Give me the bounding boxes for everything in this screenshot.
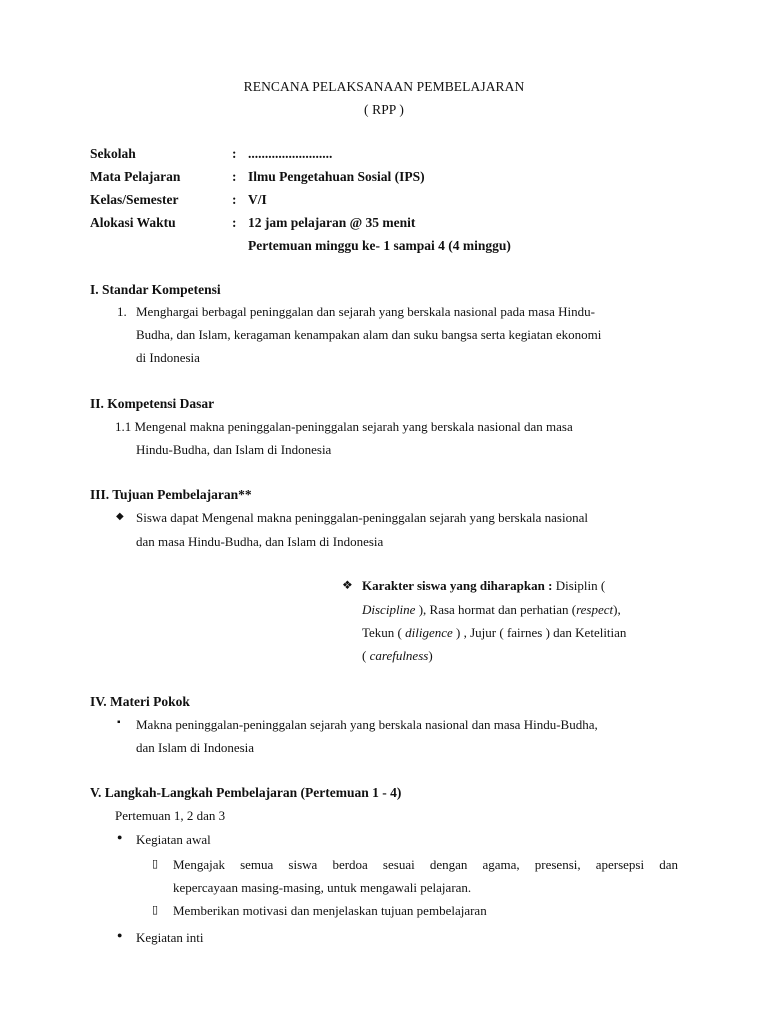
karakter-discipline: Discipline [362, 602, 416, 617]
kd-heading: II. Kompetensi Dasar [90, 396, 215, 411]
materi-line-2: dan Islam di Indonesia [136, 740, 255, 755]
kelas-value: V/I [248, 192, 267, 207]
colon: : [232, 192, 237, 207]
karakter-line-4 [362, 648, 433, 664]
awal-item-1-line-2: kepercayaan masing-masing, untuk mengawali pelajaran. [173, 880, 472, 895]
karakter-label: Karakter siswa yang diharapkan : [362, 578, 553, 593]
sk-heading: I. Standar Kompetensi [90, 282, 221, 297]
karakter-text-a: ), Rasa hormat dan perhatian ( [418, 602, 577, 617]
karakter-text-b: ), [613, 602, 621, 617]
sk-line-2: Budha, dan Islam, keragaman kenampakan alam dan suku bangsa serta kegiatan ekonomi [136, 327, 602, 342]
langkah-heading: V. Langkah-Langkah Pembelajaran (Pertemuan 1 - 4) [90, 785, 402, 800]
mapel-label: Mata Pelajaran [90, 169, 181, 184]
colon: : [232, 146, 237, 161]
karakter-line-1 [362, 578, 605, 594]
karakter-jujur: ) , Jujur ( fairnes ) dan Ketelitian [456, 625, 627, 640]
karakter-tekun: Tekun ( [362, 625, 402, 640]
colon: : [232, 169, 237, 184]
square-bullet-icon: ▪ [117, 717, 121, 728]
sk-item-number: 1. [117, 304, 127, 319]
karakter-carefulness: carefulness [369, 648, 429, 663]
kelas-label: Kelas/Semester [90, 192, 179, 207]
alokasi-value: 12 jam pelajaran @ 35 menit [248, 215, 416, 230]
pertemuan-label: Pertemuan 1, 2 dan 3 [115, 808, 226, 823]
karakter-disiplin: Disiplin ( [555, 578, 606, 593]
tujuan-heading: III. Tujuan Pembelajaran** [90, 487, 252, 502]
karakter-line-3 [362, 625, 626, 641]
materi-heading: IV. Materi Pokok [90, 694, 190, 709]
kegiatan-awal-label: Kegiatan awal [136, 832, 211, 847]
sub-bullet-icon: ▯ [152, 858, 159, 870]
sk-line-3: di Indonesia [136, 350, 200, 365]
materi-line-1: Makna peninggalan-peninggalan sejarah yang berskala nasional dan masa Hindu-Budha, [136, 717, 598, 732]
karakter-diligence: diligence [405, 625, 453, 640]
karakter-respect: respect [576, 602, 614, 617]
round-bullet-icon: ● [117, 832, 123, 842]
round-bullet-icon: ● [117, 930, 123, 940]
alokasi-value-2: Pertemuan minggu ke- 1 sampai 4 (4 minggu) [248, 238, 511, 253]
diamond-bullet-icon: ◆ [116, 511, 124, 522]
awal-item-2: Memberikan motivasi dan menjelaskan tujuan pembelajaran [173, 903, 487, 918]
paren-close: ) [428, 648, 433, 663]
document-subtitle: ( RPP ) [364, 102, 404, 117]
tujuan-line-1: Siswa dapat Mengenal makna peninggalan-peninggalan sejarah yang berskala nasional [136, 510, 588, 525]
mapel-value: Ilmu Pengetahuan Sosial (IPS) [248, 169, 425, 184]
kegiatan-inti-label: Kegiatan inti [136, 930, 204, 945]
paren-open: ( [362, 648, 367, 663]
karakter-line-2 [362, 602, 621, 618]
kd-line-1: 1.1 Mengenal makna peninggalan-peninggalan sejarah yang berskala nasional dan masa [115, 419, 573, 434]
sekolah-value: ......................... [248, 146, 333, 161]
tujuan-line-2: dan masa Hindu-Budha, dan Islam di Indonesia [136, 534, 384, 549]
alokasi-label: Alokasi Waktu [90, 215, 176, 230]
colon: : [232, 215, 237, 230]
sekolah-label: Sekolah [90, 146, 136, 161]
sk-line-1: Menghargai berbagal peninggalan dan sejarah yang berskala nasional pada masa Hindu- [136, 304, 595, 319]
sub-bullet-icon: ▯ [152, 904, 159, 916]
karakter-bullet-icon: ❖ [342, 578, 353, 592]
kd-line-2: Hindu-Budha, dan Islam di Indonesia [136, 442, 332, 457]
document-title: RENCANA PELAKSANAAN PEMBELAJARAN [243, 79, 525, 94]
awal-item-1-line-1: Mengajak semua siswa berdoa sesuai dengan agama, presensi, apersepsi dan [173, 857, 678, 872]
